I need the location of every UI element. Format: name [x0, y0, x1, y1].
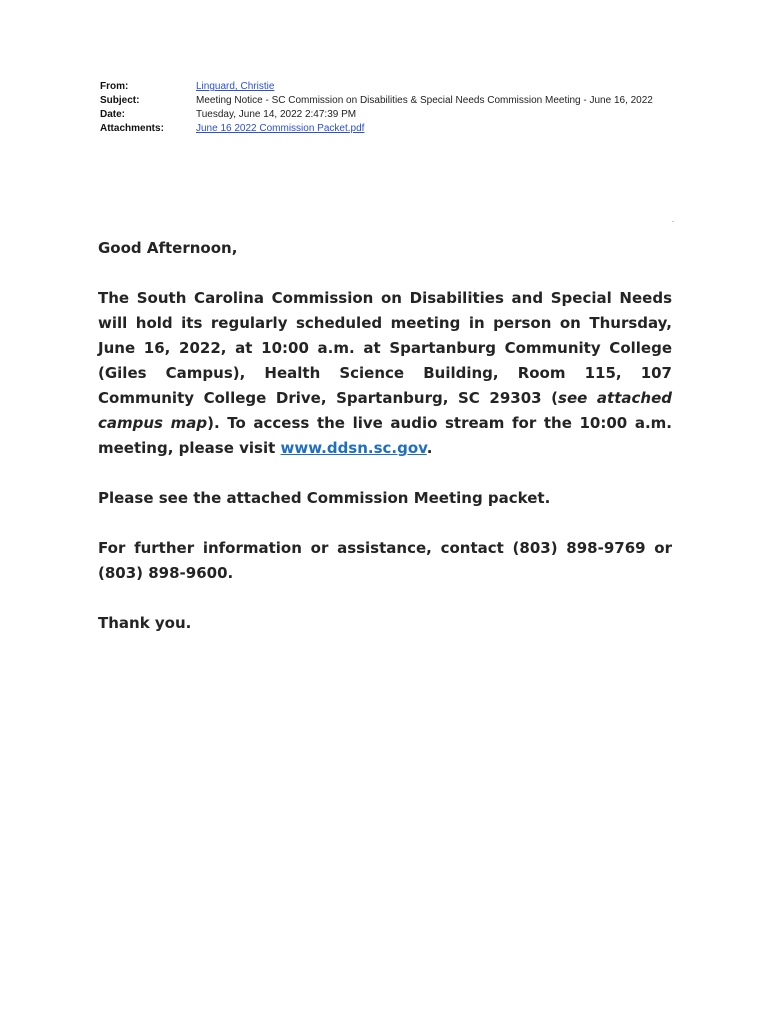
email-header: [100, 80, 740, 136]
meeting-text-continued: ). To access the live audio stream for the 10:00 a.m. meeting, please visit: [98, 414, 672, 457]
date-label: Date:: [100, 109, 126, 120]
meeting-text: The South Carolina Commission on Disabilities and Special Needs will hold its regularly scheduled meeting in person on Thursday, June 16, 2022, at 10:00 a.m. at Spartanburg Community College (Giles Campus), Health Science Building, Room 115, 107 Community College Drive, Spartanburg, SC 29303 (: [98, 289, 672, 407]
email-body: [98, 236, 672, 661]
subject-row: [100, 94, 740, 108]
closing: Thank you.: [98, 614, 192, 632]
greeting: Good Afternoon,: [98, 239, 238, 257]
stray-mark: [672, 221, 674, 222]
attachment-link[interactable]: June 16 2022 Commission Packet.pdf: [196, 123, 365, 134]
meeting-paragraph: [98, 286, 672, 461]
subject-value: Meeting Notice - SC Commission on Disabilities & Special Needs Commission Meeting - June 16, 2022: [196, 95, 653, 106]
from-label: From:: [100, 81, 129, 92]
campus-map-note: see attached campus map: [98, 389, 672, 432]
attachments-row: [100, 122, 740, 136]
contact-paragraph: For further information or assistance, contact (803) 898-9769 or (803) 898-9600.: [98, 539, 672, 582]
subject-label: Subject:: [100, 95, 140, 106]
sender-link[interactable]: Linguard, Christie: [196, 81, 275, 92]
attachments-label: Attachments:: [100, 123, 164, 134]
date-row: [100, 108, 740, 122]
meeting-text-end: .: [426, 439, 433, 457]
packet-paragraph: Please see the attached Commission Meeting packet.: [98, 489, 551, 507]
from-row: [100, 80, 740, 94]
ddsn-website-link[interactable]: www.ddsn.sc.gov: [280, 439, 427, 457]
date-value: Tuesday, June 14, 2022 2:47:39 PM: [196, 109, 357, 120]
